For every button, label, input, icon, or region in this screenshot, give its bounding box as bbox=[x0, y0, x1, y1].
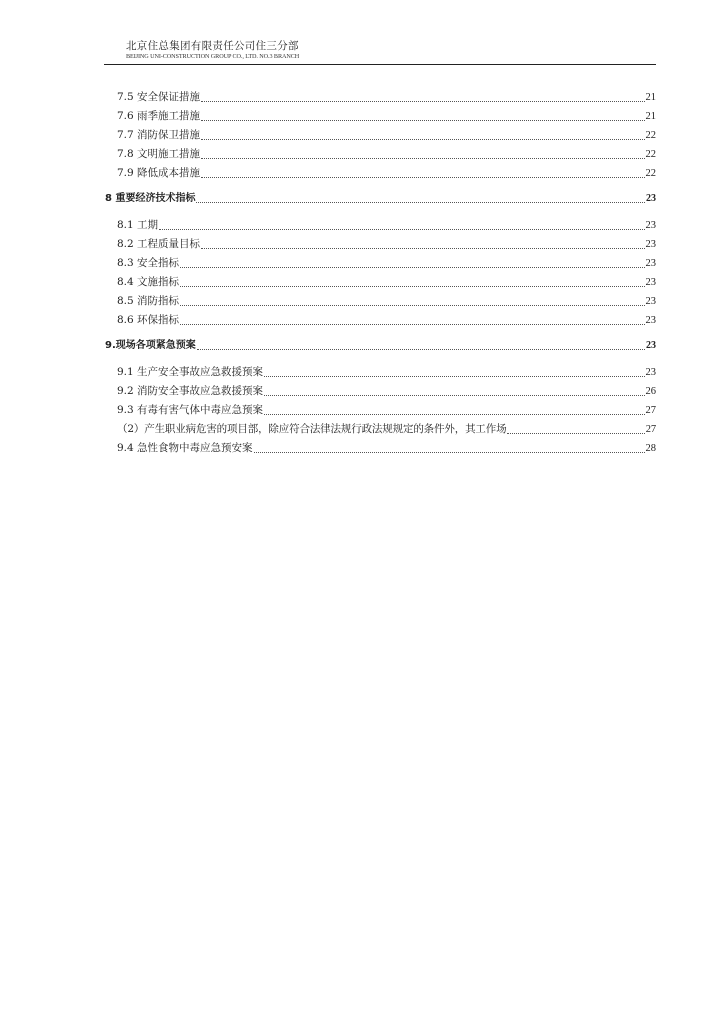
toc-leader-dots bbox=[201, 248, 644, 249]
toc-leader-dots bbox=[264, 414, 644, 415]
toc-entry[interactable] bbox=[117, 128, 656, 143]
toc-section-heading[interactable] bbox=[105, 339, 656, 353]
toc-leader-dots bbox=[180, 305, 644, 306]
toc-entry[interactable] bbox=[117, 275, 656, 290]
toc-leader-dots bbox=[264, 395, 644, 396]
toc-entry-page: 23 bbox=[645, 258, 656, 269]
toc-entry[interactable] bbox=[117, 384, 656, 399]
toc-leader-dots bbox=[180, 286, 644, 287]
toc-entry-page: 23 bbox=[645, 315, 656, 326]
toc-leader-dots bbox=[264, 376, 644, 377]
toc-leader-dots bbox=[180, 324, 644, 325]
toc-entry[interactable] bbox=[117, 365, 656, 380]
toc-entry-label: 9.1 生产安全事故应急救援预案 bbox=[117, 366, 264, 378]
company-name-en: BEIJING UNI-CONSTRUCTION GROUP CO., LTD. NO.3 BRANCH bbox=[126, 53, 300, 60]
toc-entry-label: 7.7 消防保卫措施 bbox=[117, 129, 201, 141]
toc-entry-label: 8.5 消防指标 bbox=[117, 295, 180, 307]
toc-entry-page: 23 bbox=[645, 277, 656, 288]
company-name-cn: 北京住总集团有限责任公司住三分部 bbox=[126, 40, 299, 52]
toc-entry[interactable] bbox=[117, 256, 656, 271]
toc-entry[interactable] bbox=[117, 403, 656, 418]
toc-entry-page: 27 bbox=[645, 405, 656, 416]
toc-entry[interactable] bbox=[117, 147, 656, 162]
toc-entry-page: 26 bbox=[645, 386, 656, 397]
toc-entry[interactable] bbox=[117, 313, 656, 328]
toc-leader-dots bbox=[201, 120, 644, 121]
toc-entry[interactable] bbox=[117, 218, 656, 233]
toc-entry-page: 27 bbox=[645, 424, 656, 435]
toc-leader-dots bbox=[180, 267, 644, 268]
toc-entry-label: 8.4 文施指标 bbox=[117, 276, 180, 288]
toc-entry-page: 21 bbox=[645, 92, 656, 103]
toc-entry-label: 8.1 工期 bbox=[117, 219, 159, 231]
toc-leader-dots bbox=[201, 139, 644, 140]
toc-entry-page: 23 bbox=[646, 193, 656, 204]
toc-entry-label: 9.2 消防安全事故应急救援预案 bbox=[117, 385, 264, 397]
toc-entry[interactable] bbox=[117, 237, 656, 252]
toc-entry-page: 22 bbox=[645, 168, 656, 179]
toc-leader-dots bbox=[201, 158, 644, 159]
toc-leader-dots bbox=[197, 349, 645, 350]
toc-entry-page: 23 bbox=[645, 220, 656, 231]
toc-entry[interactable] bbox=[117, 294, 656, 309]
toc-entry-label: 7.9 降低成本措施 bbox=[117, 167, 201, 179]
toc-entry-label: 8.3 安全指标 bbox=[117, 257, 180, 269]
toc-leader-dots bbox=[201, 101, 644, 102]
page-header bbox=[104, 40, 656, 61]
toc-entry-page: 22 bbox=[645, 149, 656, 160]
toc-leader-dots bbox=[201, 177, 644, 178]
toc-entry[interactable] bbox=[117, 422, 656, 437]
toc-leader-dots bbox=[159, 229, 644, 230]
toc-entry-page: 23 bbox=[645, 367, 656, 378]
toc-entry[interactable] bbox=[117, 166, 656, 181]
toc-entry-page: 28 bbox=[645, 443, 656, 454]
toc-entry-label: 9.3 有毒有害气体中毒应急预案 bbox=[117, 404, 264, 416]
toc-entry-label: 8 重要经济技术指标 bbox=[105, 193, 196, 204]
toc-leader-dots bbox=[196, 202, 645, 203]
toc-section-heading[interactable] bbox=[105, 192, 656, 206]
toc-entry[interactable] bbox=[117, 90, 656, 105]
toc-entry-label: 9.现场各项紧急预案 bbox=[105, 340, 196, 351]
toc-entry-page: 21 bbox=[645, 111, 656, 122]
toc-entry-label: 8.2 工程质量目标 bbox=[117, 238, 201, 250]
toc-leader-dots bbox=[254, 452, 645, 453]
toc-entry[interactable] bbox=[117, 109, 656, 124]
toc-entry-page: 23 bbox=[645, 296, 656, 307]
toc-entry-label: 7.5 安全保证措施 bbox=[117, 91, 201, 103]
toc-entry-page: 23 bbox=[645, 239, 656, 250]
toc-entry-page: 22 bbox=[645, 130, 656, 141]
toc-entry-label: 7.6 雨季施工措施 bbox=[117, 110, 201, 122]
toc-entry-label: 8.6 环保指标 bbox=[117, 314, 180, 326]
toc-leader-dots bbox=[507, 433, 644, 434]
toc-entry[interactable] bbox=[117, 441, 656, 456]
toc-entry-page: 23 bbox=[646, 340, 656, 351]
toc-entry-label: 9.4 急性食物中毒应急预安案 bbox=[117, 442, 253, 454]
toc-entry-label: 7.8 文明施工措施 bbox=[117, 148, 201, 160]
header-divider bbox=[104, 64, 656, 65]
toc-entry-label: （2）产生职业病危害的项目部，除应符合法律法规行政法规规定的条件外，其工作场 bbox=[117, 423, 507, 435]
